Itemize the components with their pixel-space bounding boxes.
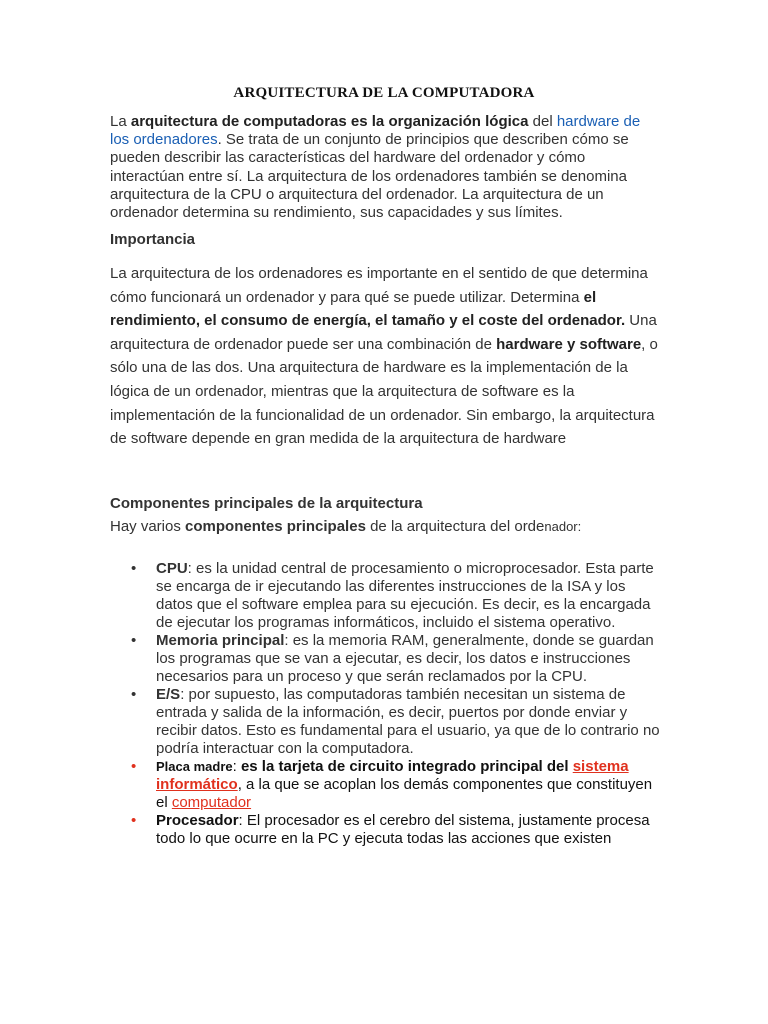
intro-text: La (110, 113, 131, 130)
item-text: : es la unidad central de procesamiento o microprocesador. Esta parte se encarga de ir ejecutando las diferentes instrucciones de la ISA y los datos que el software emplea para su ejecución. Es decir, es la encargada de ejecutar los programas informáticos, incluido el sistema operativo. (156, 560, 654, 631)
item-term: Memoria principal (156, 632, 285, 649)
item-bold: es la tarjeta de circuito integrado principal del (240, 758, 573, 775)
components-intro (110, 518, 662, 535)
sistema-informatico-link[interactable]: sistema informático (156, 758, 629, 793)
item-term: Procesador (156, 812, 239, 829)
list-item-memoria-principal (110, 632, 662, 686)
importance-bold: hardware y software (496, 335, 642, 353)
importance-text: La arquitectura de los ordenadores es importante en el sentido de que determina cómo funcionará un ordenador y para qué se puede utilizar. Determina (110, 265, 648, 306)
item-text: , a la que se acoplan los demás componentes que constituyen el (156, 776, 653, 811)
bullet-icon: • (131, 812, 137, 829)
components-heading: Componentes principales de la arquitectura (110, 495, 423, 512)
item-text: : es la memoria RAM, generalmente, donde se guardan los programas que se van a ejecutar, es decir, los datos e instrucciones necesarios para un proceso y que serán reclamados por la CPU. (156, 632, 654, 685)
list-item-procesador (110, 812, 662, 848)
importance-paragraph (110, 262, 662, 451)
intro-bold: arquitectura de computadoras es la organización lógica (130, 113, 529, 130)
bullet-icon: • (131, 758, 137, 775)
importance-heading: Importancia (110, 231, 196, 248)
list-item-cpu (110, 560, 662, 632)
item-text: : por supuesto, las computadoras también necesitan un sistema de entrada y salida de la información, es decir, puertos por donde enviar y recibir datos. Esto es fundamental para el usuario, ya que de lo contrario no podría interactuar con la computadora. (156, 686, 660, 757)
item-term: CPU (156, 560, 188, 577)
bullet-icon: • (131, 686, 137, 703)
computador-link[interactable]: computador (171, 794, 252, 811)
item-term: Placa madre (156, 759, 233, 774)
importance-text: , o sólo una de las dos. Una arquitectura de hardware es la implementación de la lógica de un ordenador, mientras que la arquitectura de software es la implementación de la funcionalidad de un ordenador. Sin embargo, la arquitectura de software depende en gran medida de la arquitectura de hardware (110, 335, 658, 448)
item-text: : (232, 758, 241, 775)
components-intro-text: nador: (544, 519, 582, 534)
components-intro-text: de la arquitectura del orde (365, 518, 545, 535)
list-item-placa-madre (110, 758, 662, 812)
intro-paragraph (110, 113, 662, 222)
intro-text: . Se trata de un conjunto de principios que describen cómo se pueden describir las características del hardware del ordenador y cómo interactúan entre sí. La arquitectura de los ordenadores también se denomina arquitectura de la CPU o arquitectura del ordenador. La arquitectura de un ordenador determina su rendimiento, sus capacidades y sus límites. (110, 131, 629, 222)
components-intro-text: Hay varios (110, 518, 186, 535)
importance-text: Una arquitectura de ordenador puede ser una combinación de (110, 312, 657, 353)
hardware-link[interactable]: hardware de los ordenadores (110, 113, 641, 149)
page-title: ARQUITECTURA DE LA COMPUTADORA (233, 85, 535, 101)
item-term: E/S (156, 686, 181, 703)
components-intro-bold: componentes principales (185, 518, 366, 535)
bullet-icon: • (131, 560, 137, 577)
list-item-es (110, 686, 662, 758)
item-text: : El procesador es el cerebro del sistema, justamente procesa todo lo que ocurre en la PC y ejecuta todas las acciones que existen (156, 812, 650, 847)
bullet-icon: • (131, 632, 137, 649)
components-list (110, 560, 662, 848)
intro-text: del (528, 113, 557, 130)
importance-bold: el rendimiento, el consumo de energía, el tamaño y el coste del ordenador. (110, 288, 626, 330)
